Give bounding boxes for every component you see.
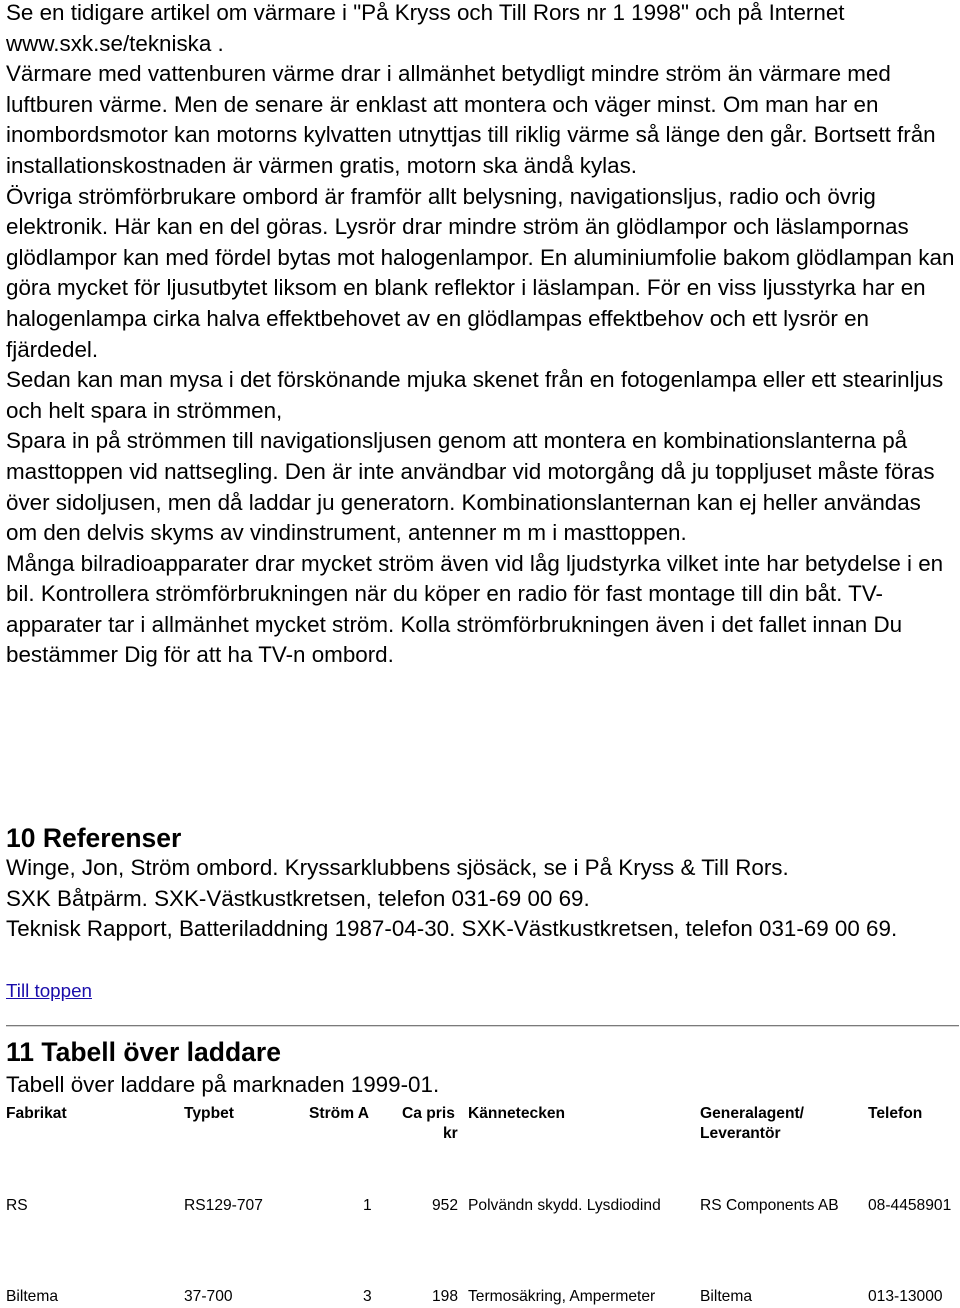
cell-strom: 3 — [363, 1288, 372, 1305]
col-header-telefon: Telefon — [868, 1105, 923, 1122]
col-header-fabrikat: Fabrikat — [6, 1105, 67, 1122]
col-header-agent-2: Leverantör — [700, 1125, 781, 1142]
reference-item: Teknisk Rapport, Batteriladdning 1987-04-30. SXK-Västkustkretsen, telefon 031-69 00 69. — [6, 916, 898, 942]
table-caption: Tabell över laddare på marknaden 1999-01. — [6, 1072, 440, 1097]
section-divider — [6, 1025, 959, 1027]
cell-kannetecken: Polvändn skydd. Lysdiodind — [468, 1197, 661, 1214]
paragraph: Se en tidigare artikel om värmare i "På Kryss och Till Rors nr 1 1998" och på Internet www.sxk.se/tekniska . — [6, 0, 845, 56]
cell-typbet: 37-700 — [184, 1288, 233, 1305]
col-header-pris-unit: kr — [443, 1125, 458, 1142]
section-heading-references: 10 Referenser — [6, 823, 182, 853]
paragraph: Sedan kan man mysa i det förskönande mjuka skenet från en fotogenlampa eller ett stearinljus och helt spara in strömmen, — [6, 367, 944, 423]
cell-fabrikat: Biltema — [6, 1288, 58, 1305]
reference-item: Winge, Jon, Ström ombord. Kryssarklubbens sjösäck, se i På Kryss & Till Rors. — [6, 855, 789, 880]
cell-pris: 198 — [431, 1288, 458, 1305]
cell-strom: 1 — [363, 1197, 372, 1214]
cell-telefon: 013-13000 — [868, 1288, 943, 1305]
back-to-top-link[interactable]: Till toppen — [6, 980, 92, 1001]
body-text — [6, 0, 956, 671]
paragraph: Värmare med vattenburen värme drar i allmänhet betydligt mindre ström än värmare med luftburen värme. Men de senare är enklast att montera och väger minst. Om man har en inombordsmotor kan motorns kylvatten utnyttjas till riklig värme så länge den går. Bortsett från installationskostnaden är värmen gratis, motorn ska ändå kylas. — [6, 61, 936, 178]
cell-pris: 952 — [431, 1197, 458, 1214]
cell-typbet: RS129-707 — [184, 1197, 263, 1214]
col-header-typbet: Typbet — [184, 1105, 234, 1122]
col-header-agent: Generalagent/ — [700, 1105, 804, 1122]
cell-telefon: 08-4458901 — [868, 1197, 952, 1214]
paragraph: Många bilradioapparater drar mycket ström även vid låg ljudstyrka vilket inte har betydelse i en bil. Kontrollera strömförbrukningen när du köper en radio för fast montage till din båt. TV-apparater tar i allmänhet mycket ström. Kolla strömförbrukningen även i det fallet innan Du bestämmer Dig för att ha TV-n ombord. — [6, 550, 944, 668]
col-header-strom: Ström A — [309, 1105, 370, 1122]
cell-fabrikat: RS — [6, 1197, 28, 1214]
cell-kannetecken: Termosäkring, Ampermeter — [468, 1288, 656, 1305]
col-header-pris: Ca pris — [402, 1105, 455, 1122]
cell-agent: Biltema — [700, 1288, 752, 1305]
paragraph: Spara in på strömmen till navigationsljusen genom att montera en kombinationslanterna på masttoppen vid nattsegling. Den är inte användbar vid motorgång då ju toppljuset måste föras över sidoljusen, men då laddar ju generatorn. Kombinationslanternan kan ej heller användas om den delvis skyms av vindinstrument, antenner m m i masttoppen. — [6, 428, 935, 546]
col-header-kannetecken: Kännetecken — [468, 1105, 566, 1122]
paragraph: Övriga strömförbrukare ombord är framför allt belysning, navigationsljus, radio och övrig elektronik. Här kan en del göras. Lysrör drar mindre ström än glödlampor och läslampornas glödlampor kan med fördel bytas mot halogenlampor. En aluminiumfolie bakom glödlampan kan göra mycket för ljusutbytet liksom en blank reflektor i läslampan. För en viss ljusstyrka har en halogenlampa cirka halva effektbehovet av en glödlampas effektbehov och ett lysrör en fjärdedel. — [6, 183, 955, 362]
reference-item: SXK Båtpärm. SXK-Västkustkretsen, telefon 031-69 00 69. — [6, 885, 590, 911]
references-list — [6, 853, 956, 945]
section-heading-charger-table: 11 Tabell över laddare — [6, 1037, 281, 1067]
cell-agent: RS Components AB — [700, 1197, 839, 1214]
